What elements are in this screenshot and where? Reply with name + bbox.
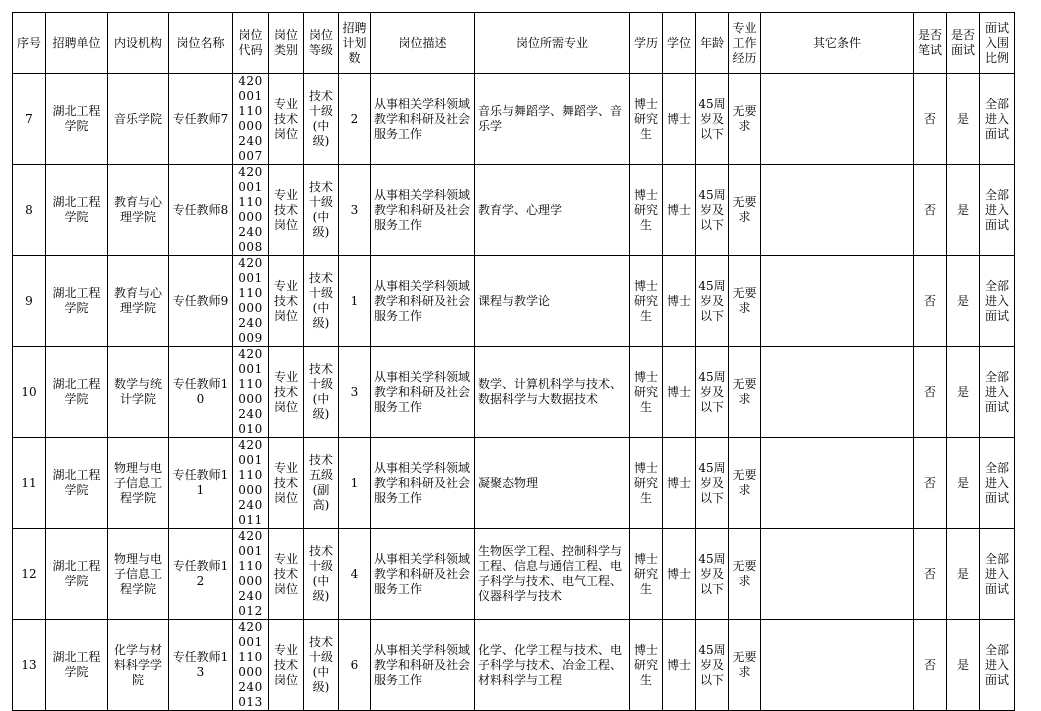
cell-edu: 博士研究生 bbox=[630, 74, 663, 165]
cell-seq: 11 bbox=[13, 438, 46, 529]
cell-written: 否 bbox=[914, 165, 947, 256]
cell-category: 专业技术岗位 bbox=[269, 529, 304, 620]
recruitment-table bbox=[12, 12, 1015, 711]
cell-written: 否 bbox=[914, 438, 947, 529]
cell-edu: 博士研究生 bbox=[630, 165, 663, 256]
cell-grade: 技术五级(副高) bbox=[304, 438, 339, 529]
cell-other bbox=[761, 256, 914, 347]
cell-interview: 是 bbox=[947, 438, 980, 529]
cell-major: 化学、化学工程与技术、电子科学与技术、冶金工程、材料科学与工程 bbox=[475, 620, 630, 711]
cell-edu: 博士研究生 bbox=[630, 620, 663, 711]
cell-age: 45周岁及以下 bbox=[696, 438, 729, 529]
cell-category: 专业技术岗位 bbox=[269, 256, 304, 347]
cell-count: 4 bbox=[339, 529, 371, 620]
cell-dept: 数学与统计学院 bbox=[108, 347, 169, 438]
cell-seq: 10 bbox=[13, 347, 46, 438]
cell-dept: 化学与材料科学学院 bbox=[108, 620, 169, 711]
cell-desc: 从事相关学科领域教学和科研及社会服务工作 bbox=[371, 529, 475, 620]
header-written: 是否笔试 bbox=[914, 13, 947, 74]
table-row bbox=[13, 165, 1015, 256]
cell-post: 专任教师9 bbox=[169, 256, 233, 347]
cell-major: 生物医学工程、控制科学与工程、信息与通信工程、电子科学与技术、电气工程、仪器科学与技术 bbox=[475, 529, 630, 620]
cell-exp: 无要求 bbox=[729, 74, 761, 165]
cell-degree: 博士 bbox=[663, 529, 696, 620]
cell-post: 专任教师8 bbox=[169, 165, 233, 256]
cell-ratio: 全部进入面试 bbox=[980, 620, 1015, 711]
cell-category: 专业技术岗位 bbox=[269, 438, 304, 529]
header-age: 年龄 bbox=[696, 13, 729, 74]
cell-unit: 湖北工程学院 bbox=[46, 165, 108, 256]
cell-age: 45周岁及以下 bbox=[696, 620, 729, 711]
cell-degree: 博士 bbox=[663, 256, 696, 347]
cell-dept: 教育与心理学院 bbox=[108, 256, 169, 347]
cell-category: 专业技术岗位 bbox=[269, 620, 304, 711]
cell-seq: 8 bbox=[13, 165, 46, 256]
header-seq: 序号 bbox=[13, 13, 46, 74]
cell-degree: 博士 bbox=[663, 438, 696, 529]
cell-grade: 技术十级(中级) bbox=[304, 529, 339, 620]
header-exp: 专业工作经历 bbox=[729, 13, 761, 74]
cell-unit: 湖北工程学院 bbox=[46, 529, 108, 620]
cell-code: 420001110000240013 bbox=[233, 620, 269, 711]
table-row bbox=[13, 529, 1015, 620]
cell-dept: 教育与心理学院 bbox=[108, 165, 169, 256]
cell-other bbox=[761, 347, 914, 438]
cell-post: 专任教师13 bbox=[169, 620, 233, 711]
header-dept: 内设机构 bbox=[108, 13, 169, 74]
cell-edu: 博士研究生 bbox=[630, 347, 663, 438]
cell-desc: 从事相关学科领域教学和科研及社会服务工作 bbox=[371, 438, 475, 529]
cell-major: 课程与教学论 bbox=[475, 256, 630, 347]
cell-dept: 物理与电子信息工程学院 bbox=[108, 438, 169, 529]
cell-major: 凝聚态物理 bbox=[475, 438, 630, 529]
cell-desc: 从事相关学科领域教学和科研及社会服务工作 bbox=[371, 256, 475, 347]
cell-major: 数学、计算机科学与技术、数据科学与大数据技术 bbox=[475, 347, 630, 438]
cell-code: 420001110000240010 bbox=[233, 347, 269, 438]
cell-degree: 博士 bbox=[663, 74, 696, 165]
table-row bbox=[13, 347, 1015, 438]
cell-grade: 技术十级(中级) bbox=[304, 347, 339, 438]
cell-other bbox=[761, 438, 914, 529]
cell-seq: 9 bbox=[13, 256, 46, 347]
header-degree: 学位 bbox=[663, 13, 696, 74]
cell-age: 45周岁及以下 bbox=[696, 74, 729, 165]
cell-post: 专任教师7 bbox=[169, 74, 233, 165]
header-major: 岗位所需专业 bbox=[475, 13, 630, 74]
cell-ratio: 全部进入面试 bbox=[980, 438, 1015, 529]
cell-interview: 是 bbox=[947, 256, 980, 347]
table-row bbox=[13, 620, 1015, 711]
cell-desc: 从事相关学科领域教学和科研及社会服务工作 bbox=[371, 74, 475, 165]
table-row bbox=[13, 438, 1015, 529]
header-ratio: 面试入围比例 bbox=[980, 13, 1015, 74]
cell-post: 专任教师11 bbox=[169, 438, 233, 529]
cell-category: 专业技术岗位 bbox=[269, 165, 304, 256]
table-row bbox=[13, 256, 1015, 347]
cell-degree: 博士 bbox=[663, 620, 696, 711]
cell-grade: 技术十级(中级) bbox=[304, 256, 339, 347]
cell-seq: 13 bbox=[13, 620, 46, 711]
cell-exp: 无要求 bbox=[729, 256, 761, 347]
header-edu: 学历 bbox=[630, 13, 663, 74]
cell-written: 否 bbox=[914, 529, 947, 620]
cell-count: 3 bbox=[339, 165, 371, 256]
cell-code: 420001110000240007 bbox=[233, 74, 269, 165]
cell-interview: 是 bbox=[947, 347, 980, 438]
cell-exp: 无要求 bbox=[729, 347, 761, 438]
table-row bbox=[13, 74, 1015, 165]
cell-seq: 7 bbox=[13, 74, 46, 165]
cell-count: 2 bbox=[339, 74, 371, 165]
cell-ratio: 全部进入面试 bbox=[980, 347, 1015, 438]
cell-code: 420001110000240009 bbox=[233, 256, 269, 347]
header-desc: 岗位描述 bbox=[371, 13, 475, 74]
cell-edu: 博士研究生 bbox=[630, 256, 663, 347]
cell-written: 否 bbox=[914, 74, 947, 165]
header-interview: 是否面试 bbox=[947, 13, 980, 74]
cell-other bbox=[761, 165, 914, 256]
cell-exp: 无要求 bbox=[729, 438, 761, 529]
cell-grade: 技术十级(中级) bbox=[304, 165, 339, 256]
cell-grade: 技术十级(中级) bbox=[304, 74, 339, 165]
cell-code: 420001110000240008 bbox=[233, 165, 269, 256]
cell-interview: 是 bbox=[947, 165, 980, 256]
cell-dept: 音乐学院 bbox=[108, 74, 169, 165]
cell-ratio: 全部进入面试 bbox=[980, 74, 1015, 165]
cell-unit: 湖北工程学院 bbox=[46, 74, 108, 165]
cell-post: 专任教师12 bbox=[169, 529, 233, 620]
cell-unit: 湖北工程学院 bbox=[46, 438, 108, 529]
cell-degree: 博士 bbox=[663, 347, 696, 438]
cell-code: 420001110000240012 bbox=[233, 529, 269, 620]
cell-age: 45周岁及以下 bbox=[696, 347, 729, 438]
cell-unit: 湖北工程学院 bbox=[46, 347, 108, 438]
cell-interview: 是 bbox=[947, 529, 980, 620]
cell-desc: 从事相关学科领域教学和科研及社会服务工作 bbox=[371, 620, 475, 711]
cell-dept: 物理与电子信息工程学院 bbox=[108, 529, 169, 620]
cell-unit: 湖北工程学院 bbox=[46, 620, 108, 711]
cell-degree: 博士 bbox=[663, 165, 696, 256]
cell-category: 专业技术岗位 bbox=[269, 347, 304, 438]
header-row bbox=[13, 13, 1015, 74]
cell-other bbox=[761, 529, 914, 620]
cell-grade: 技术十级(中级) bbox=[304, 620, 339, 711]
header-count: 招聘计划数 bbox=[339, 13, 371, 74]
cell-age: 45周岁及以下 bbox=[696, 165, 729, 256]
cell-other bbox=[761, 74, 914, 165]
cell-age: 45周岁及以下 bbox=[696, 529, 729, 620]
cell-count: 3 bbox=[339, 347, 371, 438]
cell-category: 专业技术岗位 bbox=[269, 74, 304, 165]
header-post: 岗位名称 bbox=[169, 13, 233, 74]
cell-post: 专任教师10 bbox=[169, 347, 233, 438]
cell-ratio: 全部进入面试 bbox=[980, 165, 1015, 256]
cell-written: 否 bbox=[914, 347, 947, 438]
cell-edu: 博士研究生 bbox=[630, 529, 663, 620]
cell-written: 否 bbox=[914, 256, 947, 347]
cell-interview: 是 bbox=[947, 620, 980, 711]
cell-major: 音乐与舞蹈学、舞蹈学、音乐学 bbox=[475, 74, 630, 165]
cell-age: 45周岁及以下 bbox=[696, 256, 729, 347]
header-grade: 岗位等级 bbox=[304, 13, 339, 74]
cell-count: 6 bbox=[339, 620, 371, 711]
header-unit: 招聘单位 bbox=[46, 13, 108, 74]
cell-count: 1 bbox=[339, 438, 371, 529]
header-other: 其它条件 bbox=[761, 13, 914, 74]
cell-code: 420001110000240011 bbox=[233, 438, 269, 529]
cell-desc: 从事相关学科领域教学和科研及社会服务工作 bbox=[371, 165, 475, 256]
cell-ratio: 全部进入面试 bbox=[980, 529, 1015, 620]
cell-seq: 12 bbox=[13, 529, 46, 620]
cell-interview: 是 bbox=[947, 74, 980, 165]
cell-exp: 无要求 bbox=[729, 529, 761, 620]
cell-major: 教育学、心理学 bbox=[475, 165, 630, 256]
cell-exp: 无要求 bbox=[729, 165, 761, 256]
cell-exp: 无要求 bbox=[729, 620, 761, 711]
cell-unit: 湖北工程学院 bbox=[46, 256, 108, 347]
cell-count: 1 bbox=[339, 256, 371, 347]
header-category: 岗位类别 bbox=[269, 13, 304, 74]
header-code: 岗位代码 bbox=[233, 13, 269, 74]
cell-edu: 博士研究生 bbox=[630, 438, 663, 529]
cell-ratio: 全部进入面试 bbox=[980, 256, 1015, 347]
cell-desc: 从事相关学科领域教学和科研及社会服务工作 bbox=[371, 347, 475, 438]
cell-written: 否 bbox=[914, 620, 947, 711]
cell-other bbox=[761, 620, 914, 711]
